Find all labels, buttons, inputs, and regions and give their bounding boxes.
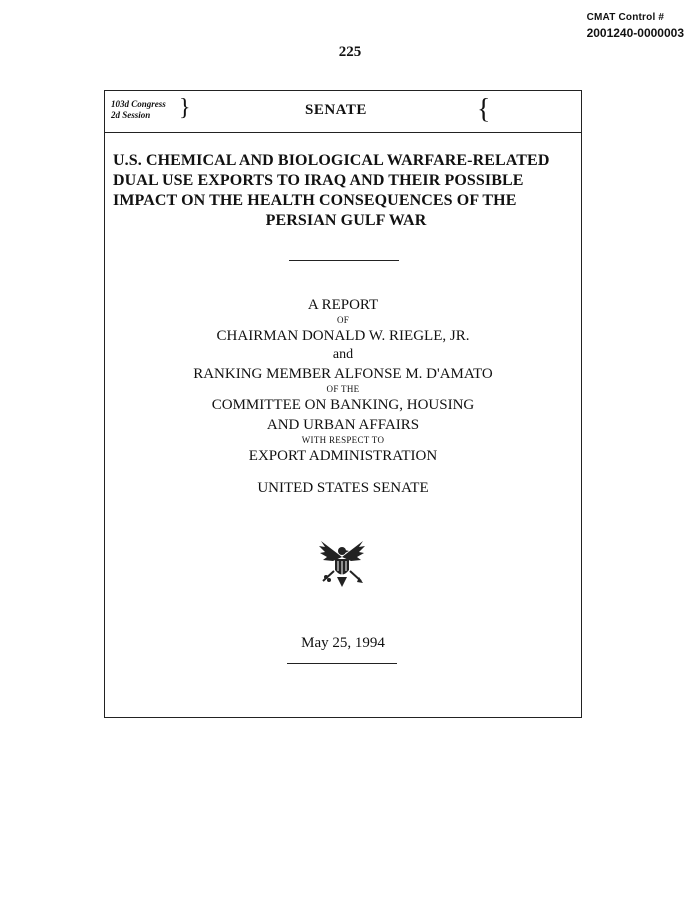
session-label: 2d Session [111,110,151,120]
report-title [113,151,579,231]
report-line-1: A REPORT [307,297,379,313]
congress-header [105,91,581,133]
divider-rule-top [289,260,399,261]
congress-session [111,99,166,121]
report-line-4: and [332,347,354,362]
report-cover-frame [104,90,582,718]
report-line-7: COMMITTEE ON BANKING, HOUSING [211,397,475,413]
control-label: CMAT Control # [586,12,665,23]
right-brace: } [179,95,191,121]
report-line-11: UNITED STATES SENATE [257,480,429,496]
report-line-5: RANKING MEMBER ALFONSE M. D'AMATO [193,366,493,382]
control-number-stamp [587,12,684,40]
report-line-6: OF THE [326,384,360,394]
eagle-seal-icon [313,537,371,589]
title-line-4: PERSIAN GULF WAR [265,212,427,229]
control-number: 2001240-0000003 [586,26,684,40]
congress-label: 103d Congress [111,99,166,109]
report-line-8: AND URBAN AFFAIRS [266,417,420,433]
report-line-9: WITH RESPECT TO [301,435,385,445]
report-date: May 25, 1994 [301,635,385,651]
title-line-2: DUAL USE EXPORTS TO IRAQ AND THEIR POSSIBLE [113,172,524,189]
title-line-1: U.S. CHEMICAL AND BIOLOGICAL WARFARE-RELATED [113,152,550,169]
page-number: 225 [338,44,362,60]
report-attribution [105,295,581,498]
chamber-heading: SENATE [305,102,367,118]
title-line-3: IMPACT ON THE HEALTH CONSEQUENCES OF THE [113,192,517,209]
divider-rule-bottom [287,663,397,664]
report-line-3: CHAIRMAN DONALD W. RIEGLE, JR. [216,328,470,344]
left-brace: { [477,94,491,125]
report-line-10: EXPORT ADMINISTRATION [248,448,438,464]
report-line-2: OF [336,315,350,325]
